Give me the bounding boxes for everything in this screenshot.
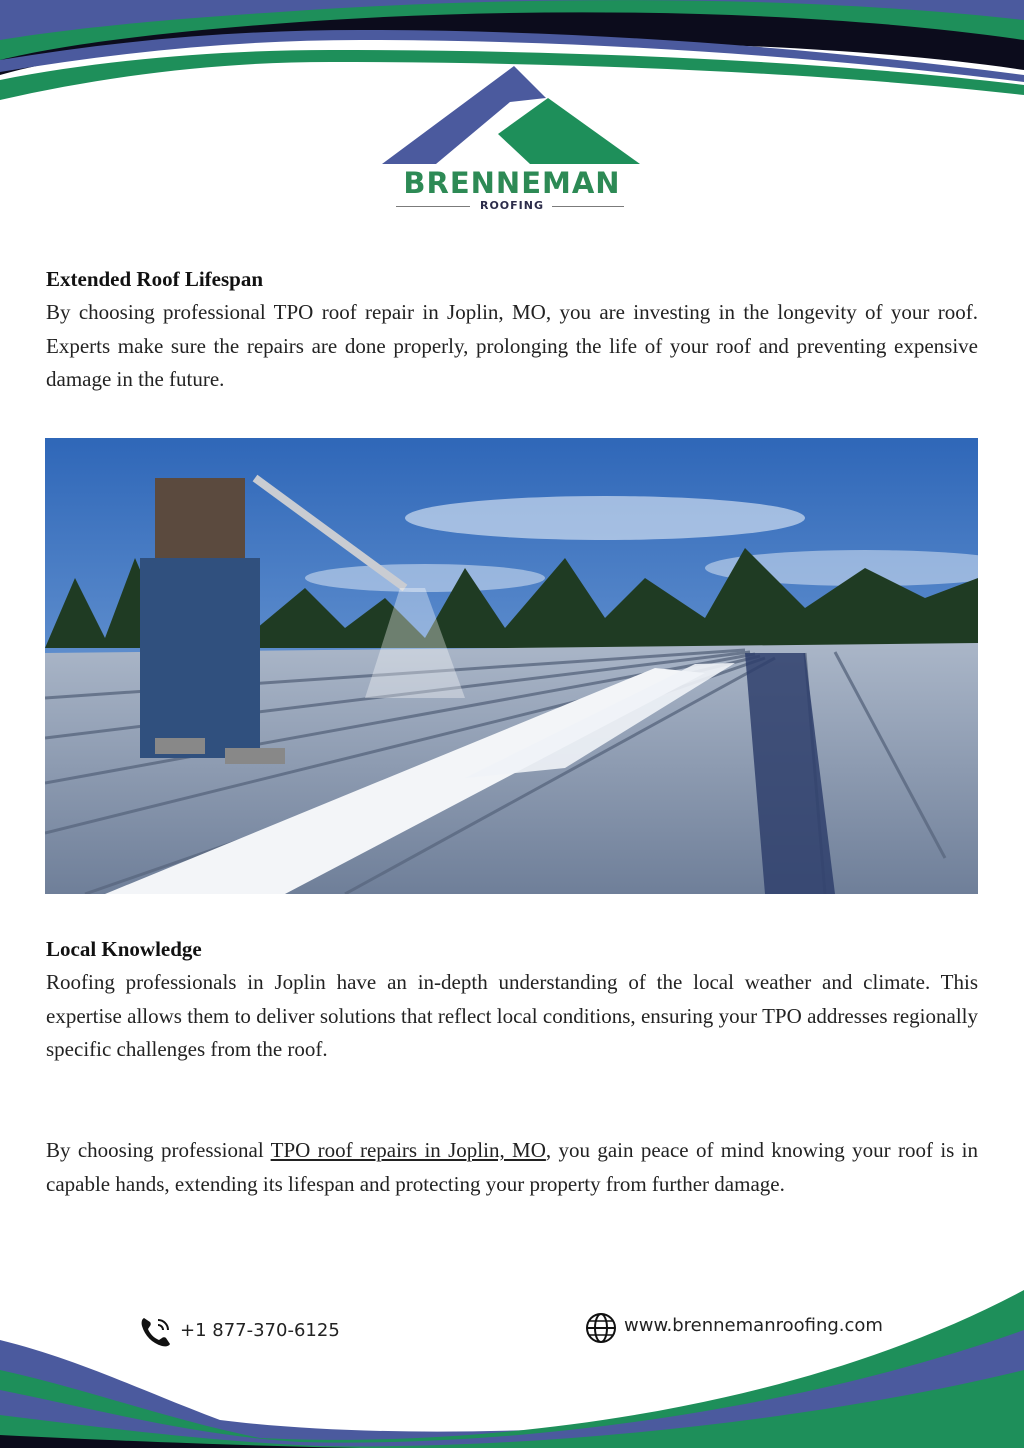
bottom-wave-decoration: [0, 1270, 1024, 1448]
section-body-local: Roofing professionals in Joplin have an in-depth understanding of the local weather and climate. This expertise allows them to deliver solutions that reflect local conditions, ensuring your TPO addresses regionally specific challenges from the roof.: [46, 970, 978, 1062]
section-heading-local: Local Knowledge: [46, 937, 202, 961]
logo-rule-right: [552, 206, 624, 207]
brand-logo: [378, 60, 646, 220]
logo-subtitle: ROOFING: [479, 199, 544, 212]
closing-text-after: , you gain peace of mind knowing your roof is in capable hands, extending its lifespan and protecting your property from further damage.: [46, 1138, 978, 1196]
tpo-repairs-link[interactable]: TPO roof repairs in Joplin, MO: [270, 1138, 546, 1162]
section-heading-lifespan: Extended Roof Lifespan: [46, 267, 264, 291]
footer-phone[interactable]: +1 877-370-6125: [180, 1320, 340, 1341]
logo-wordmark: BRENNEMAN: [403, 166, 621, 200]
roof-logo-icon: [378, 60, 646, 164]
roof-photo-illustration: [45, 438, 978, 894]
closing-text-before: By choosing professional: [46, 1138, 271, 1162]
closing-paragraph: [46, 1134, 978, 1201]
globe-icon: [584, 1311, 618, 1345]
section-body-lifespan: By choosing professional TPO roof repair in Joplin, MO, you are investing in the longevity of your roof. Experts make sure the repairs are done properly, prolonging the life of your roof and preventing expensive damage in the future.: [46, 300, 978, 392]
phone-icon: [138, 1314, 174, 1350]
roof-coating-photo: [45, 438, 978, 894]
footer-website[interactable]: www.brennemanroofing.com: [624, 1315, 883, 1336]
